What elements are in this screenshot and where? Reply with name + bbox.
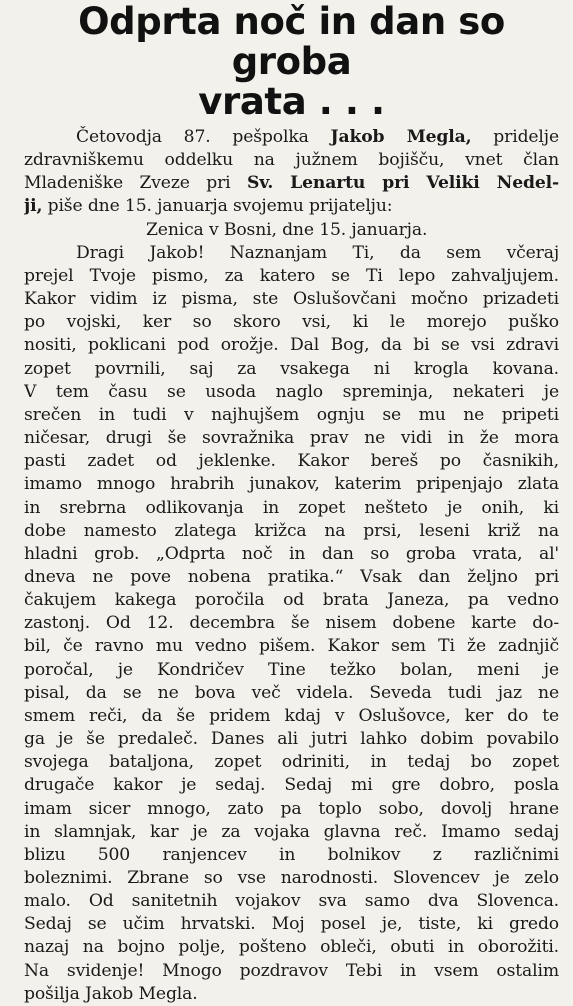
- letter-line: nazaj na bojno polje, pošteno obleči, obuti in oborožiti.: [24, 937, 559, 958]
- headline-line-2: vrata . . .: [198, 80, 385, 123]
- letter-line: nositi, poklicani pod orožje. Dal Bog, da bi se vsi zdravi: [24, 335, 559, 356]
- letter-line: hladni grob. „Odprta noč in dan so groba vrata, al': [24, 543, 559, 564]
- letter-line: Dragi Jakob! Naznanjam Ti, da sem včeraj: [76, 242, 559, 263]
- letter-line: poročal, je Kondričev Tine težko bolan, meni je: [24, 659, 559, 680]
- letter-line: imam sicer mnogo, zato pa toplo sobo, dovolj hrane: [24, 798, 559, 819]
- intro-paragraph: [24, 126, 559, 219]
- letter-line: imamo mnogo hrabrih junakov, katerim pripenjajo zlata: [24, 474, 559, 495]
- letter-line: ga je še predaleč. Danes ali jutri lahko dobim povabilo: [24, 729, 559, 750]
- letter-line: in srebrna odlikovanja in zopet nešteto je onih, ki: [24, 497, 559, 518]
- letter-line: Na svidenje! Mnogo pozdravov Tebi in vsem ostalim: [24, 960, 559, 981]
- letter-line: malo. Od sanitetnih vojakov sva samo dva Slovenca.: [24, 891, 559, 912]
- letter-line: pošilja Jakob Megla.: [24, 983, 198, 1004]
- headline-line-1: Odprta noč in dan so groba: [78, 0, 505, 83]
- letter-line: zopet povrnili, saj za vsakega ni krogla kovana.: [24, 358, 559, 379]
- intro-line: ji, piše dne 15. januarja svojemu prijatelju:: [24, 196, 393, 217]
- letter-line: drugače kakor je sedaj. Sedaj mi gre dobro, posla: [24, 775, 559, 796]
- letter-line: dobe namesto zlatega križca na prsi, leseni križ na: [24, 520, 559, 541]
- bold-name-text: Jakob Megla,: [330, 127, 472, 147]
- letter-line: svojega bataljona, zopet odriniti, in tedaj bo zopet: [24, 752, 559, 773]
- intro-line: Mladeniške Zveze pri Sv. Lenartu pri Veliki Nedel-: [24, 173, 559, 194]
- letter-line: Sedaj se učim hrvatski. Moj posel je, tiste, ki gredo: [24, 914, 559, 935]
- letter-line: pasti zadet od jeklenke. Kakor bereš po časnikih,: [24, 451, 559, 472]
- letter-line: boleznimi. Zbrane so vse narodnosti. Slovencev je zelo: [24, 868, 559, 888]
- letter-line: V tem času se usoda naglo spreminja, nekateri je: [24, 381, 559, 402]
- letter-line: blizu 500 ranjencev in bolnikov z različnimi: [24, 844, 559, 865]
- letter-line: zastonj. Od 12. decembra še nisem dobene karte do-: [24, 613, 559, 634]
- letter-line: čakujem kakega poročila od brata Janeza, pa vedno: [24, 590, 559, 611]
- bold-name-text: Sv. Lenartu pri Veliki Nedel-: [246, 173, 559, 194]
- letter-line: pisal, da se ne bova več videla. Seveda tudi jaz ne: [24, 682, 559, 703]
- letter-line: ničesar, drugi še sovražnika prav ne vidi in že mora: [24, 428, 559, 449]
- letter-line: po vojski, ker so skoro vsi, ki le morejo puško: [24, 312, 559, 333]
- letter-line: in slamnjak, kar je za vojaka glavna reč. Imamo sedaj: [24, 821, 559, 842]
- intro-line: Četovodja 87. pešpolka Jakob Megla, pridelje: [76, 127, 559, 147]
- letter-paragraph: [24, 242, 559, 1006]
- letter-line: Kakor vidim iz pisma, ste Oslušovčani močno prizadeti: [24, 289, 559, 310]
- letter-line: bil, če ravno mu vedno pišem. Kakor sem Ti že zadnjič: [24, 636, 559, 657]
- intro-line: zdravniškemu oddelku na južnem bojišču, vnet član: [24, 150, 559, 171]
- letter-line: srečen in tudi v najhujšem ognju se mu ne pripeti: [24, 404, 559, 425]
- bold-name-text: ji,: [24, 196, 43, 217]
- letter-dateline: Zenica v Bosni, dne 15. januarja.: [146, 219, 428, 240]
- article-body: [24, 126, 559, 1006]
- article-headline: [24, 2, 559, 122]
- letter-line: prejel Tvoje pismo, za katero se Ti lepo zahvaljujem.: [24, 265, 559, 286]
- letter-line: smem reči, da še pridem kdaj v Oslušovce, ker do te: [24, 705, 559, 726]
- letter-line: dneva ne pove nobena pratika.“ Vsak dan željno pri: [24, 566, 559, 587]
